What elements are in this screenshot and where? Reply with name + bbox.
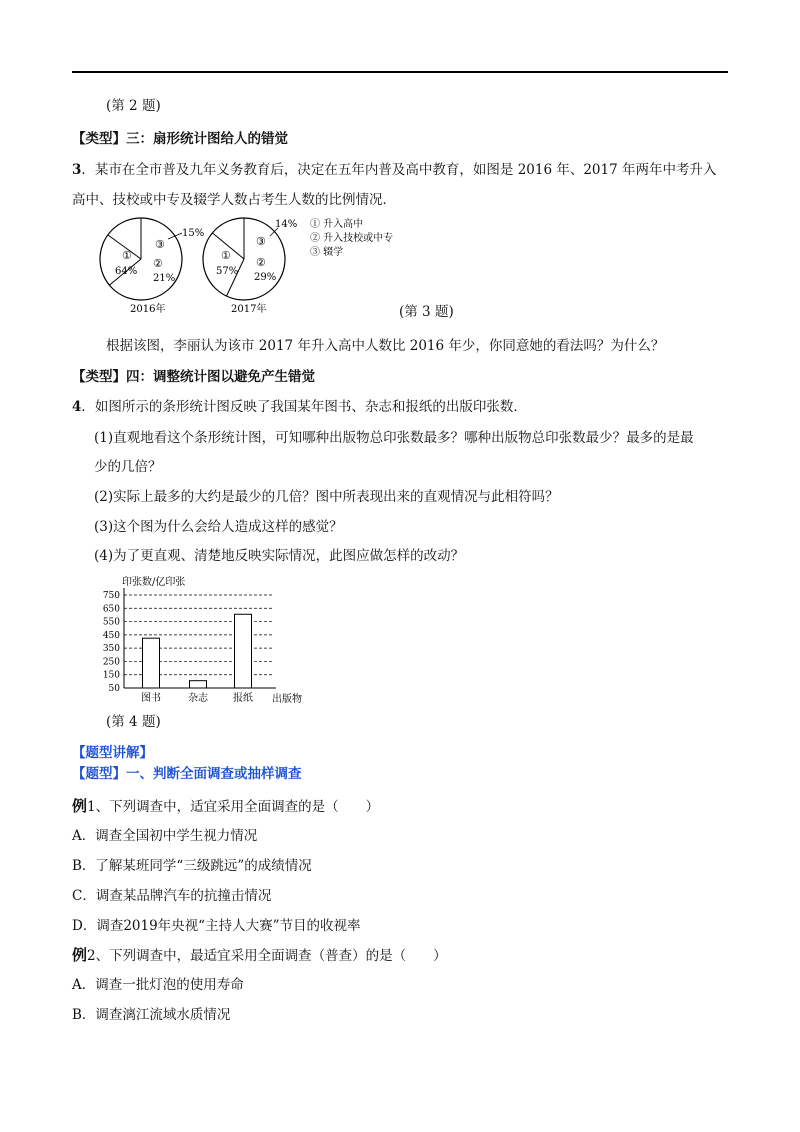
q3-line1 [72,160,717,180]
example2-option-a: A．调查一批灯泡的使用寿命 [72,977,244,993]
q3-number: 3 [72,162,82,178]
bar-y-tick-label: 650 [102,604,120,615]
example1-label: 例 [72,797,88,815]
bar-2 [190,681,207,688]
example1-option-d: D．调查2019年央视“主持人大赛”节目的收视率 [72,918,361,934]
q3-line2: 高中、技校或中专及辍学人数占考生人数的比例情况． [72,192,396,208]
type3-heading: 【类型】三：扇形统计图给人的错觉 [72,131,288,147]
example1-option-a: A．调查全国初中学生视力情况 [72,828,258,844]
q3-caption: (第 3 题) [399,304,454,320]
bar-x-axis-title: 出版物 [272,694,302,705]
bar-y-tick-label: 750 [102,591,120,601]
bar-y-tick-label: 450 [102,630,120,641]
type1-heading: 【题型】一、判断全面调查或抽样调查 [72,766,302,782]
header-rule [72,71,728,73]
example1-text: 1、下列调查中，适宜采用全面调查的是（ ） [87,799,380,815]
q3-pie-figure [98,214,398,316]
example1-option-b: B．了解某班同学“三级跳远”的成绩情况 [72,858,312,874]
legend-item-1: ① 升入高中 [310,219,364,230]
pie-2017-value-1: 57% [216,266,239,277]
q4-part3: (3)这个图为什么会给人造成这样的感觉？ [94,519,343,535]
q4-number: 4 [72,399,82,415]
q4-intro-text: ．如图所示的条形统计图反映了我国某年图书、杂志和报纸的出版印张数． [81,399,527,415]
q3-text-line1: ．某市在全市普及九年义务教育后，决定在五年内普及高中教育，如图是 2016 年、2017 年两年中考升入 [81,162,717,178]
example2-option-b: B．调查漓江流域水质情况 [72,1007,231,1023]
pie-2016-label-3: ③ [155,238,165,251]
explain-heading: 【题型讲解】 [72,745,153,761]
bar-category-label: 图书 [141,693,161,704]
bar-y-tick-label: 350 [102,644,120,655]
bar-3 [235,614,252,688]
q3-question: 根据该图，李丽认为该市 2017 年升入高中人数比 2016 年少，你同意她的看法吗？为什么？ [106,338,665,354]
bar-y-ticks [103,591,120,694]
q4-part1-line1: (1)直观地看这个条形统计图，可知哪种出版物总印张数最多？哪种出版物总印张数最少？最多的是最 [94,430,694,446]
example2-text: 2、下列调查中，最适宜采用全面调查（普查）的是（ ） [87,948,447,964]
q4-intro [72,397,527,417]
type4-heading: 【类型】四：调整统计图以避免产生错觉 [72,369,315,385]
pie-2017-value-2: 29% [254,272,277,283]
pie-2016-value-3: 15% [182,228,205,239]
bar-y-tick-label: 250 [102,657,120,668]
pie-2017-label-3: ③ [256,235,266,248]
legend-item-2: ② 升入技校或中专 [310,233,394,244]
q4-bar-chart [88,574,318,706]
q4-part4: (4)为了更直观、清楚地反映实际情况，此图应做怎样的改动？ [94,548,465,564]
pie-2017 [203,218,297,315]
bar-series [143,614,252,688]
pie-2017-label-1: ① [221,249,231,262]
pie-legend [310,217,393,258]
bar-1 [143,638,160,688]
pie-2016-label-1: ① [122,249,132,262]
example2-label: 例 [72,946,88,964]
q4-caption: (第 4 题) [106,714,161,730]
bar-category-label: 杂志 [188,693,208,704]
example1-option-c: C．调查某品牌汽车的抗撞击情况 [72,888,272,904]
pie-2017-value-3: 14% [275,219,298,230]
pie-2017-label-2: ② [256,256,266,269]
bar-y-axis-title: 印张数/亿印张 [122,577,186,588]
bar-y-tick-label: 150 [102,670,120,681]
q2-caption: (第 2 题) [106,98,161,114]
bar-category-label: 报纸 [233,693,253,704]
q4-part1-line2: 少的几倍？ [94,459,162,475]
pie-2016 [100,218,204,315]
bar-y-tick-label: 50 [108,684,120,694]
pie-2016-value-1: 64% [115,266,138,277]
bar-y-tick-label: 550 [102,617,120,628]
pie-2017-year: 2017年 [231,304,267,315]
pie-2016-year: 2016年 [130,304,166,315]
pie-2016-label-2: ② [153,257,163,270]
example2-stem [72,945,447,966]
example1-stem [72,796,379,817]
legend-item-3: ③ 辍学 [310,247,344,258]
pie-2016-value-2: 21% [153,273,176,284]
q4-part2: (2)实际上最多的大约是最少的几倍？图中所表现出来的直观情况与此相符吗？ [94,489,559,505]
bar-categories [141,691,253,704]
